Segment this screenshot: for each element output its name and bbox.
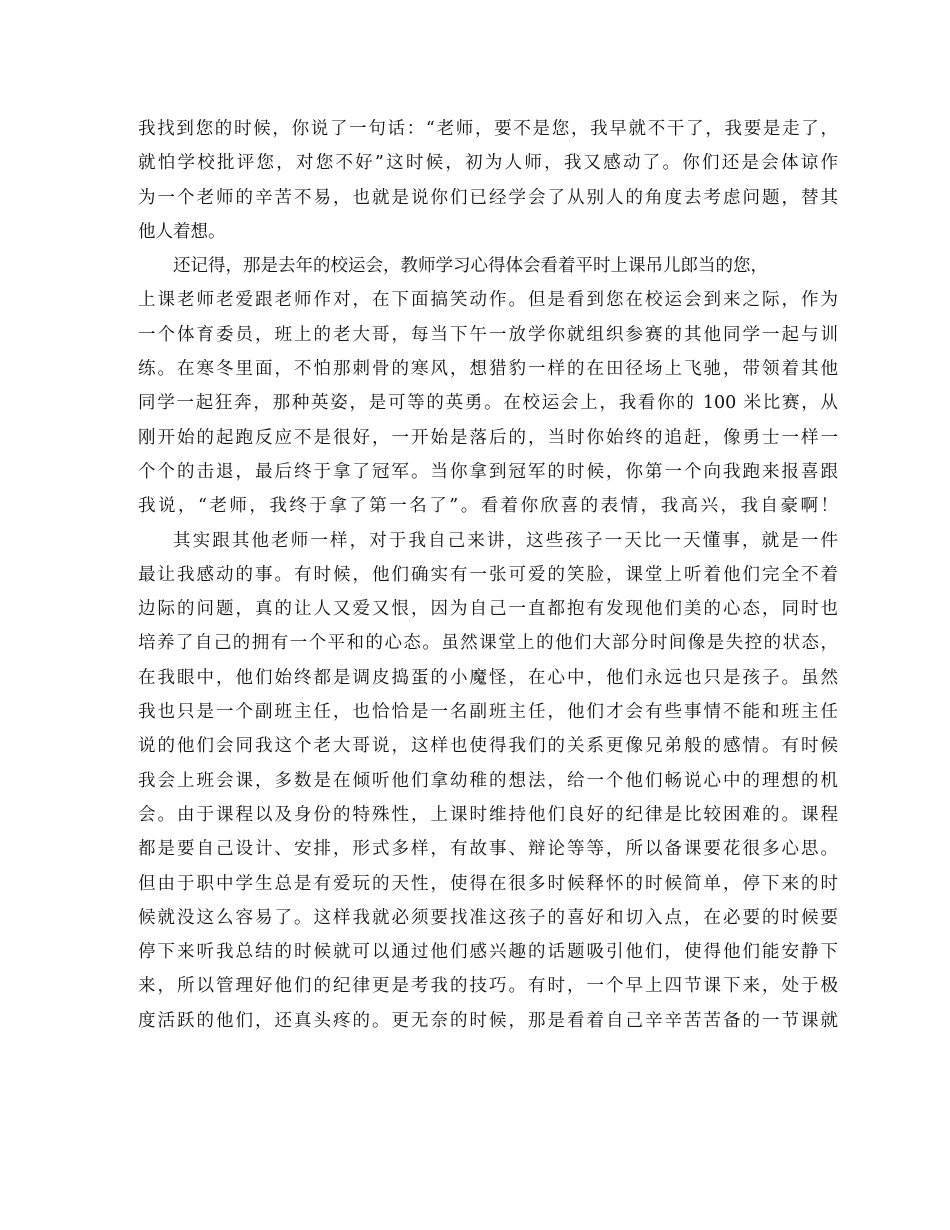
text-line: 最让我感动的事。有时候，他们确实有一张可爱的笑脸，课堂上听着他们完全不着 [138,564,838,585]
text-line: 同学一起狂奔，那种英姿，是可等的英勇。在校运会上，我看你的 100 米比赛，从 [138,393,838,414]
text-line: 为一个老师的辛苦不易，也就是说你们已经学会了从别人的角度去考虑问题，替其 [138,187,838,208]
text-line: 但由于职中学生总是有爱玩的天性，使得在很多时候释怀的时候简单，停下来的时 [138,873,838,894]
text-line: 上课老师老爱跟老师作对，在下面搞笑动作。但是看到您在校运会到来之际，作为 [138,290,838,311]
text-line: 我也只是一个副班主任，也恰恰是一名副班主任，他们才会有些事情不能和班主任 [138,702,838,723]
document-page [138,112,838,1038]
text-line: 其实跟其他老师一样，对于我自己来讲，这些孩子一天比一天懂事，就是一件 [173,530,838,551]
text-line: 就怕学校批评您，对您不好”这时候，初为人师，我又感动了。你们还是会体谅作 [138,153,838,174]
text-line: 边际的问题，真的让人又爱又恨，因为自己一直都抱有发现他们美的心态，同时也 [138,599,838,620]
text-line: 刚开始的起跑反应不是很好，一开始是落后的，当时你始终的追赶，像勇士一样一 [138,427,838,448]
text-line: 我找到您的时候，你说了一句话：“老师，要不是您，我早就不干了，我要是走了， [138,119,838,139]
text-line: 还记得，那是去年的校运会，教师学习心得体会看着平时上课吊儿郎当的您， [173,256,768,277]
text-line: 练。在寒冬里面，不怕那刺骨的寒风，想猎豹一样的在田径场上飞驰，带领着其他 [138,359,838,380]
text-line: 我会上班会课，多数是在倾听他们拿幼稚的想法，给一个他们畅说心中的理想的机 [138,770,838,791]
text-line: 培养了自己的拥有一个平和的心态。虽然课堂上的他们大部分时间像是失控的状态， [138,633,838,654]
text-line: 都是要自己设计、安排，形式多样，有故事、辩论等等，所以备课要花很多心思。 [138,839,838,860]
text-line: 一个体育委员，班上的老大哥，每当下午一放学你就组织参赛的其他同学一起与训 [138,324,838,345]
text-line: 会。由于课程以及身份的特殊性，上课时维持他们良好的纪律是比较困难的。课程 [138,804,838,825]
text-line: 停下来听我总结的时候就可以通过他们感兴趣的话题吸引他们，使得他们能安静下 [138,942,838,963]
text-line: 度活跃的他们，还真头疼的。更无奈的时候，那是看着自己辛辛苦苦备的一节课就 [138,1010,838,1031]
text-line: 我说，“老师，我终于拿了第一名了”。看着你欣喜的表情，我高兴，我自豪啊！ [138,496,838,517]
text-line: 来，所以管理好他们的纪律更是考我的技巧。有时，一个早上四节课下来，处于极 [138,976,838,997]
text-line: 他人着想。 [138,221,226,242]
text-line: 在我眼中，他们始终都是调皮捣蛋的小魔怪，在心中，他们永远也只是孩子。虽然 [138,667,838,688]
text-line: 个个的击退，最后终于拿了冠军。当你拿到冠军的时候，你第一个向我跑来报喜跟 [138,461,838,482]
text-line: 说的他们会同我这个老大哥说，这样也使得我们的关系更像兄弟般的感情。有时候 [138,736,838,757]
text-line: 候就没这么容易了。这样我就必须要找准这孩子的喜好和切入点，在必要的时候要 [138,907,838,928]
